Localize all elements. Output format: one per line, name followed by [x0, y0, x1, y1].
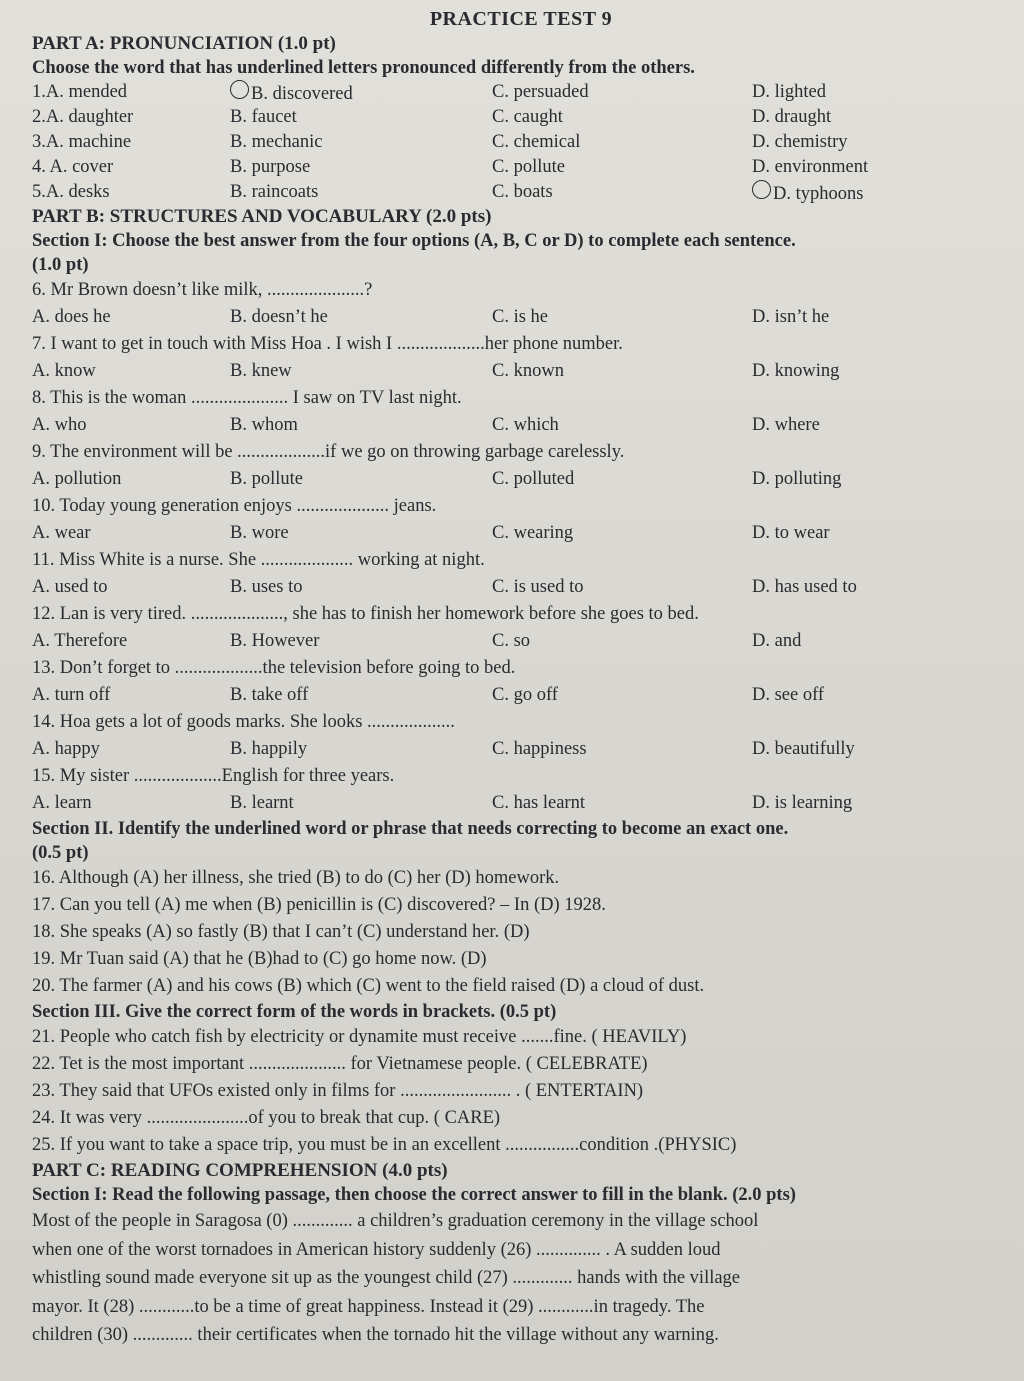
reading-instruction: Section I: Read the following passage, then choose the correct answer to fill in the blank. (2.0 pts)	[32, 1185, 796, 1205]
option-b: B. knew	[230, 361, 292, 381]
question-text: 14. Hoa gets a lot of goods marks. She looks ...................	[32, 712, 455, 732]
option-b: B. pollute	[230, 469, 303, 489]
option-c: C. has learnt	[492, 793, 585, 813]
option-c: C. happiness	[492, 739, 587, 759]
option-c: C. caught	[492, 107, 563, 127]
option-c: C. known	[492, 361, 564, 381]
options-row	[32, 520, 1010, 547]
section-1-instruction: Section I: Choose the best answer from the four options (A, B, C or D) to complete each sentence.	[32, 231, 796, 251]
error-question: 19. Mr Tuan said (A) that he (B)had to (C) go home now. (D)	[32, 949, 487, 969]
passage-line: children (30) ............. their certificates when the tornado hit the village without any warning.	[32, 1325, 719, 1345]
option-a: 2.A. daughter	[32, 107, 134, 127]
word-form-question: 23. They said that UFOs existed only in films for ........................ . ( ENTERTAIN)	[32, 1081, 644, 1101]
passage-line: when one of the worst tornadoes in American history suddenly (26) .............. . A sudden loud	[32, 1239, 721, 1260]
option-b: B. purpose	[230, 157, 311, 177]
section-1-points: (1.0 pt)	[32, 255, 89, 275]
option-d: D. see off	[752, 685, 825, 705]
question-block	[32, 493, 1010, 547]
question-text: 10. Today young generation enjoys .................... jeans.	[32, 496, 437, 516]
option-d: D. draught	[752, 107, 832, 127]
option-b: B. raincoats	[230, 182, 319, 202]
options-row	[32, 628, 1010, 655]
option-b: B. doesn’t he	[230, 307, 328, 327]
question-row	[32, 130, 1010, 155]
passage-line: Most of the people in Saragosa (0) ............. a children’s graduation ceremony in the village school	[32, 1211, 759, 1231]
option-d: D. lighted	[752, 82, 826, 102]
question-text: 13. Don’t forget to ...................the television before going to bed.	[32, 658, 516, 678]
error-question: 18. She speaks (A) so fastly (B) that I can’t (C) understand her. (D)	[32, 922, 530, 942]
option-d: D. and	[752, 631, 802, 651]
options-row	[32, 682, 1010, 709]
option-a: A. who	[32, 415, 87, 435]
question-block	[32, 277, 1010, 331]
question-text: 11. Miss White is a nurse. She .................... working at night.	[32, 550, 485, 570]
option-a: 5.A. desks	[32, 182, 110, 202]
part-a-instruction: Choose the word that has underlined letters pronounced differently from the others.	[32, 58, 695, 78]
option-a: 1.A. mended	[32, 82, 128, 102]
section-2-instruction: Section II. Identify the underlined word or phrase that needs correcting to become an exact one.	[32, 819, 789, 839]
option-d: D. isn’t he	[752, 307, 830, 327]
options-row	[32, 358, 1010, 385]
question-row	[32, 155, 1010, 180]
option-d: D. is learning	[752, 793, 853, 813]
option-d: D. where	[752, 415, 820, 435]
option-c: C. go off	[492, 685, 558, 705]
question-block	[32, 763, 1010, 817]
question-text: 15. My sister ...................English for three years.	[32, 766, 395, 786]
answer-circle-mark	[752, 180, 771, 199]
word-form-question: 21. People who catch fish by electricity or dynamite must receive .......fine. ( HEAVILY)	[32, 1027, 687, 1047]
question-block	[32, 601, 1010, 655]
option-b: B. happily	[230, 739, 308, 759]
options-row	[32, 790, 1010, 817]
passage-line: whistling sound made everyone sit up as the youngest child (27) ............. hands with the village	[32, 1268, 741, 1288]
part-a-heading: PART A: PRONUNCIATION (1.0 pt)	[32, 33, 336, 54]
word-form-question: 22. Tet is the most important ..................... for Vietnamese people. ( CELEBRATE)	[32, 1054, 648, 1074]
part-b-heading: PART B: STRUCTURES AND VOCABULARY (2.0 pts)	[32, 206, 492, 227]
option-a: 3.A. machine	[32, 132, 132, 152]
option-a: A. pollution	[32, 469, 122, 489]
word-form-question: 25. If you want to take a space trip, you must be in an excellent ................condition .(PHYSIC)	[32, 1135, 737, 1155]
option-c: C. is used to	[492, 577, 584, 597]
passage-line: mayor. It (28) ............to be a time of great happiness. Instead it (29) ............in tragedy. The	[32, 1296, 705, 1317]
question-row	[32, 80, 1010, 105]
answer-circle-mark	[230, 80, 249, 99]
option-a: 4. A. cover	[32, 157, 114, 177]
options-row	[32, 574, 1010, 601]
option-d: D. environment	[752, 157, 869, 177]
option-c: C. boats	[492, 182, 553, 202]
option-c: C. chemical	[492, 132, 581, 152]
option-d: D. knowing	[752, 361, 840, 381]
question-block	[32, 385, 1010, 439]
option-d-text: D. typhoons	[773, 184, 864, 204]
option-c: C. polluted	[492, 469, 575, 489]
option-a: A. know	[32, 361, 96, 381]
option-d: D. polluting	[752, 469, 842, 489]
option-b: B. faucet	[230, 107, 297, 127]
word-form-question: 24. It was very ......................of you to break that cup. ( CARE)	[32, 1108, 501, 1128]
question-text: 9. The environment will be ...................if we go on throwing garbage carelessly.	[32, 442, 625, 462]
section-2-points: (0.5 pt)	[32, 843, 89, 863]
option-d: D. has used to	[752, 577, 857, 597]
error-question: 17. Can you tell (A) me when (B) penicillin is (C) discovered? – In (D) 1928.	[32, 895, 606, 915]
option-c: C. so	[492, 631, 531, 651]
option-a: A. used to	[32, 577, 108, 597]
option-d: D. chemistry	[752, 132, 848, 152]
question-block	[32, 439, 1010, 493]
option-c: C. pollute	[492, 157, 565, 177]
error-question: 20. The farmer (A) and his cows (B) which (C) went to the field raised (D) a cloud of dust.	[32, 976, 705, 996]
option-b-text: B. discovered	[251, 84, 353, 104]
question-text: 12. Lan is very tired. ...................., she has to finish her homework before she goes to bed.	[32, 604, 699, 624]
option-b: B. wore	[230, 523, 289, 543]
question-block	[32, 331, 1010, 385]
pronunciation-questions	[32, 80, 1010, 205]
section-3-instruction: Section III. Give the correct form of the words in brackets. (0.5 pt)	[32, 1002, 557, 1022]
option-c: C. is he	[492, 307, 549, 327]
question-text: 6. Mr Brown doesn’t like milk, .....................?	[32, 280, 373, 300]
option-a: A. turn off	[32, 685, 111, 705]
options-row	[32, 466, 1010, 493]
part-c-heading: PART C: READING COMPREHENSION (4.0 pts)	[32, 1160, 448, 1181]
options-row	[32, 412, 1010, 439]
question-row	[32, 105, 1010, 130]
option-a: A. Therefore	[32, 631, 128, 651]
error-question: 16. Although (A) her illness, she tried (B) to do (C) her (D) homework.	[32, 868, 560, 888]
question-row	[32, 180, 1010, 205]
option-a: A. learn	[32, 793, 92, 813]
question-block	[32, 547, 1010, 601]
option-d: D. to wear	[752, 523, 830, 543]
option-b	[230, 80, 492, 105]
option-b: B. mechanic	[230, 132, 323, 152]
option-c: C. persuaded	[492, 82, 589, 102]
question-block	[32, 709, 1010, 763]
option-b: B. take off	[230, 685, 309, 705]
option-b: B. uses to	[230, 577, 303, 597]
option-a: A. does he	[32, 307, 111, 327]
option-a: A. wear	[32, 523, 91, 543]
options-row	[32, 304, 1010, 331]
option-d: D. beautifully	[752, 739, 855, 759]
question-text: 7. I want to get in touch with Miss Hoa . I wish I ...................her phone number.	[32, 334, 623, 354]
multiple-choice-questions	[32, 277, 1010, 817]
option-b: B. learnt	[230, 793, 294, 813]
reading-passage	[32, 1207, 1010, 1350]
page-title: PRACTICE TEST 9	[429, 8, 613, 30]
option-a: A. happy	[32, 739, 100, 759]
option-b: B. whom	[230, 415, 298, 435]
question-text: 8. This is the woman ..................... I saw on TV last night.	[32, 388, 462, 408]
option-b: B. However	[230, 631, 320, 651]
option-d	[752, 180, 972, 205]
option-c: C. which	[492, 415, 559, 435]
options-row	[32, 736, 1010, 763]
option-c: C. wearing	[492, 523, 574, 543]
question-block	[32, 655, 1010, 709]
